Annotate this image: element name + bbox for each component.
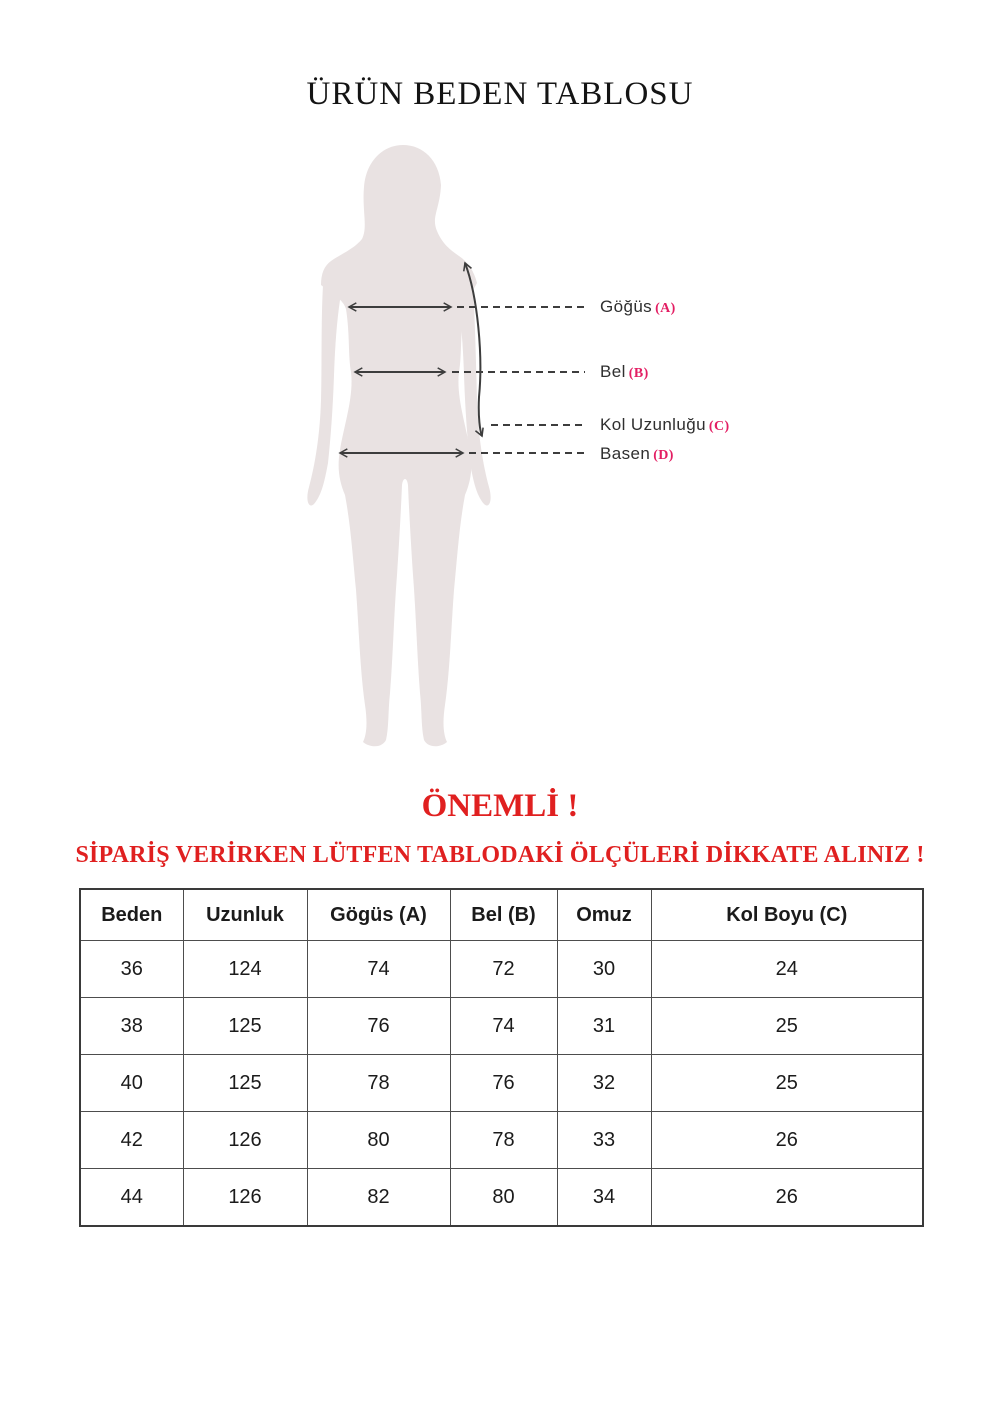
cell: 126: [183, 1169, 307, 1227]
cell: 33: [557, 1112, 651, 1169]
cell: 125: [183, 1055, 307, 1112]
col-header-kol-boyu: Kol Boyu (C): [651, 889, 923, 941]
cell: 44: [80, 1169, 183, 1227]
table-row: [80, 1055, 923, 1112]
measurement-code: (A): [655, 301, 676, 316]
cell: 82: [307, 1169, 450, 1227]
col-header-uzunluk: Uzunluk: [183, 889, 307, 941]
measurement-label-hip: [600, 443, 674, 465]
header-row: [80, 889, 923, 941]
col-header-gogus: Gögüs (A): [307, 889, 450, 941]
cell: 30: [557, 941, 651, 998]
size-table: [79, 888, 924, 1227]
measurement-name: Basen: [600, 444, 651, 463]
cell: 124: [183, 941, 307, 998]
measurement-name: Göğüs: [600, 297, 653, 316]
col-header-omuz: Omuz: [557, 889, 651, 941]
cell: 76: [307, 998, 450, 1055]
measurement-code: (B): [628, 366, 649, 381]
cell: 80: [307, 1112, 450, 1169]
table-row: [80, 998, 923, 1055]
cell: 72: [450, 941, 557, 998]
cell: 42: [80, 1112, 183, 1169]
cell: 34: [557, 1169, 651, 1227]
col-header-bel: Bel (B): [450, 889, 557, 941]
size-table-body: [80, 941, 923, 1227]
body-measurement-diagram: [295, 135, 595, 755]
page-title: ÜRÜN BEDEN TABLOSU: [306, 76, 694, 112]
silhouette-torso: [321, 145, 477, 746]
cell: 78: [450, 1112, 557, 1169]
measurement-name: Kol Uzunluğu: [600, 415, 706, 434]
cell: 32: [557, 1055, 651, 1112]
female-silhouette-icon: [307, 145, 490, 746]
cell: 80: [450, 1169, 557, 1227]
table-row: [80, 1112, 923, 1169]
measurement-label-waist: [600, 361, 649, 383]
col-header-beden: Beden: [80, 889, 183, 941]
cell: 125: [183, 998, 307, 1055]
table-row: [80, 1169, 923, 1227]
cell: 38: [80, 998, 183, 1055]
cell: 31: [557, 998, 651, 1055]
cell: 74: [307, 941, 450, 998]
measurement-code: (C): [708, 419, 730, 434]
cell: 26: [651, 1112, 923, 1169]
measurement-name: Bel: [600, 362, 626, 381]
measurement-label-sleeve: [600, 414, 730, 436]
size-table-header: [80, 889, 923, 941]
cell: 126: [183, 1112, 307, 1169]
cell: 76: [450, 1055, 557, 1112]
important-heading: ÖNEMLİ !: [421, 788, 579, 824]
cell: 36: [80, 941, 183, 998]
silhouette-left-arm: [307, 255, 343, 505]
cell: 74: [450, 998, 557, 1055]
cell: 26: [651, 1169, 923, 1227]
cell: 25: [651, 998, 923, 1055]
measurement-label-chest: [600, 296, 676, 318]
measurement-code: (D): [653, 448, 674, 463]
cell: 78: [307, 1055, 450, 1112]
cell: 24: [651, 941, 923, 998]
warning-text: SİPARİŞ VERİRKEN LÜTFEN TABLODAKİ ÖLÇÜLERİ DİKKATE ALINIZ !: [75, 842, 925, 868]
cell: 40: [80, 1055, 183, 1112]
cell: 25: [651, 1055, 923, 1112]
table-row: [80, 941, 923, 998]
